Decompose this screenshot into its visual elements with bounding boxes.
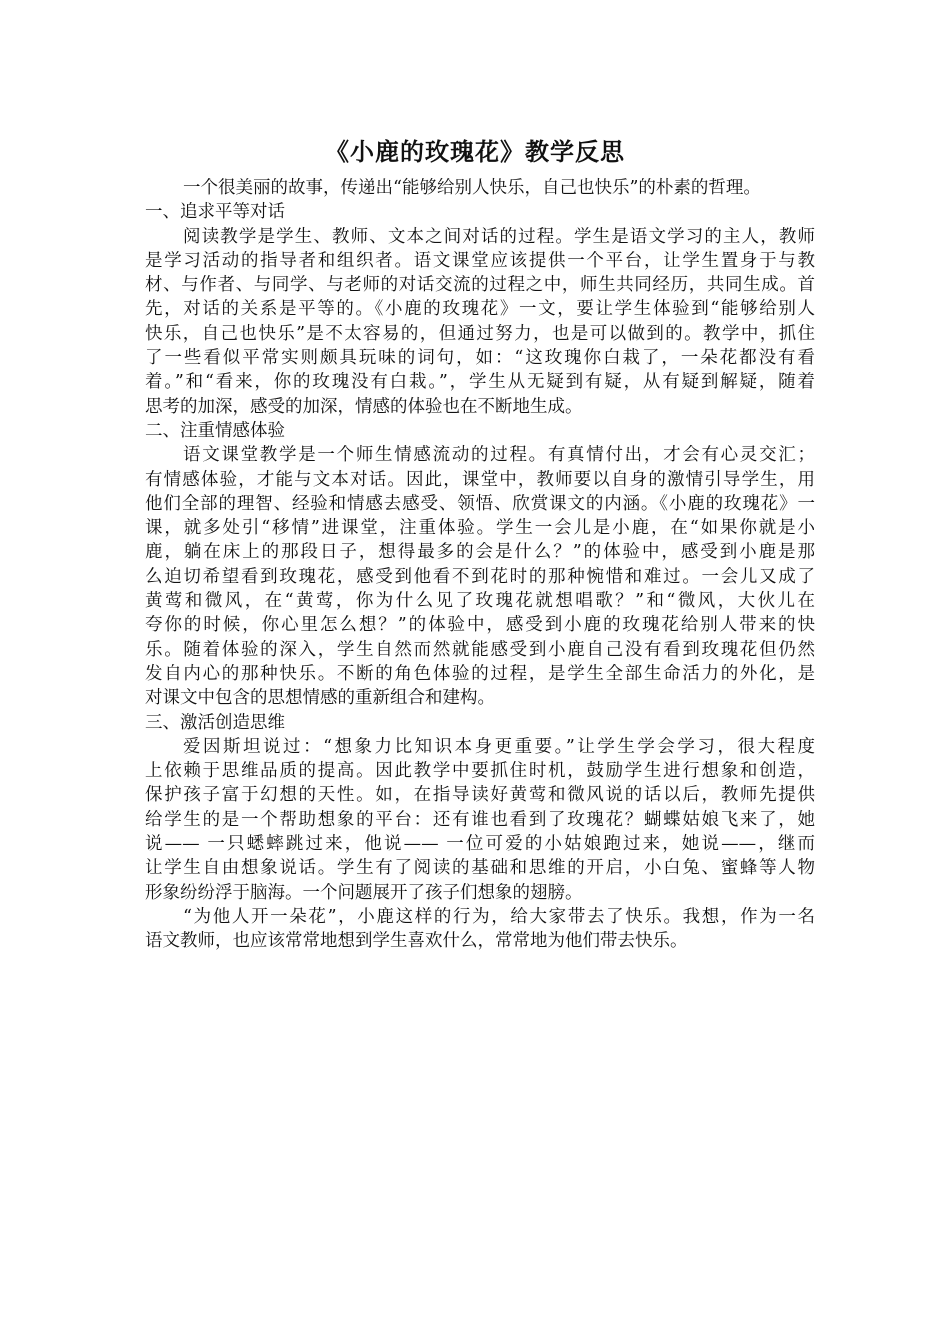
document-body: [145, 176, 815, 954]
text-line: 鹿，躺在床上的那段日子，想得最多的会是什么？”的体验中，感受到小鹿是那: [145, 542, 815, 563]
text-line: 形象纷纷浮于脑海。一个问题展开了孩子们想象的翅膀。: [145, 882, 583, 903]
section-heading-1: 一、追求平等对话: [145, 202, 285, 223]
text-line: 先，对话的关系是平等的。《小鹿的玫瑰花》一文，要让学生体验到“能够给别人: [145, 299, 815, 320]
text-line: 阅读教学是学生、教师、文本之间对话的过程。学生是语文学习的主人，教师: [183, 226, 815, 247]
text-line: 了一些看似平常实则颇具玩味的词句，如：“这玫瑰你白栽了，一朵花都没有看: [145, 348, 815, 369]
document-title: 《小鹿的玫瑰花》教学反思: [325, 137, 625, 166]
text-line: 着。”和“看来，你的玫瑰没有白栽。”，学生从无疑到有疑，从有疑到解疑，随着: [145, 372, 815, 393]
text-line: 材、与作者、与同学、与老师的对话交流的过程之中，师生共同经历，共同生成。首: [145, 275, 815, 296]
text-line: 他们全部的理智、经验和情感去感受、领悟、欣赏课文的内涵。《小鹿的玫瑰花》一: [145, 493, 815, 514]
section-paragraph-1: [145, 225, 815, 419]
text-line: 乐。随着体验的深入，学生自然而然就能感受到小鹿自己没有看到玫瑰花但仍然: [145, 639, 815, 660]
section-heading-3: 三、激活创造思维: [145, 712, 285, 733]
text-line: 快乐，自己也快乐”是不太容易的，但通过努力，也是可以做到的。教学中，抓住: [145, 323, 815, 344]
intro-paragraph: 一个很美丽的故事，传递出“能够给别人快乐，自己也快乐”的朴素的哲理。: [183, 178, 761, 198]
text-line: 是学习活动的指导者和组织者。语文课堂应该提供一个平台，让学生置身于与教: [145, 250, 815, 271]
closing-paragraph: [145, 905, 815, 954]
text-line: 语文课堂教学是一个师生情感流动的过程。有真情付出，才会有心灵交汇；: [183, 445, 815, 466]
text-line: 发自内心的那种快乐。不断的角色体验的过程，是学生全部生命活力的外化，是: [145, 663, 815, 684]
text-line: 爱因斯坦说过：“想象力比知识本身更重要。”让学生学会学习，很大程度: [183, 736, 815, 757]
text-line: 上依赖于思维品质的提高。因此教学中要抓住时机，鼓励学生进行想象和创造，: [145, 761, 815, 782]
section-paragraph-3: [145, 735, 815, 905]
text-line: 有情感体验，才能与文本对话。因此，课堂中，教师要以自身的激情引导学生，用: [145, 469, 815, 490]
text-line: 语文教师，也应该常常地想到学生喜欢什么，常常地为他们带去快乐。: [145, 931, 688, 952]
text-line: 黄莺和微风，在“黄莺，你为什么见了玫瑰花就想唱歌？”和“微风，大伙儿在: [145, 591, 815, 612]
text-line: “为他人开一朵花”，小鹿这样的行为，给大家带去了快乐。我想，作为一名: [183, 906, 815, 927]
text-line: 么迫切希望看到玫瑰花，感受到他看不到花时的那种惋惜和难过。一会儿又成了: [145, 566, 815, 587]
section-paragraph-2: [145, 443, 815, 710]
section-heading-2: 二、注重情感体验: [145, 420, 285, 441]
text-line: 给学生的是一个帮助想象的平台：还有谁也看到了玫瑰花？蝴蝶姑娘飞来了，她: [145, 809, 815, 830]
text-line: 思考的加深，感受的加深，情感的体验也在不断地生成。: [145, 396, 583, 417]
text-line: 让学生自由想象说话。学生有了阅读的基础和思维的开启，小白兔、蜜蜂等人物: [145, 858, 815, 879]
text-line: 课，就多处引“移情”进课堂，注重体验。学生一会儿是小鹿，在“如果你就是小: [145, 518, 815, 539]
text-line: 夸你的时候，你心里怎么想？”的体验中，感受到小鹿的玫瑰花给别人带来的快: [145, 615, 815, 636]
text-line: 保护孩子富于幻想的天性。如，在指导读好黄莺和微风说的话以后，教师先提供: [145, 785, 815, 806]
text-line: 对课文中包含的思想情感的重新组合和建构。: [145, 688, 495, 709]
text-line: 说—— 一只蟋蟀跳过来，他说—— 一位可爱的小姑娘跑过来，她说——，继而: [145, 834, 815, 855]
